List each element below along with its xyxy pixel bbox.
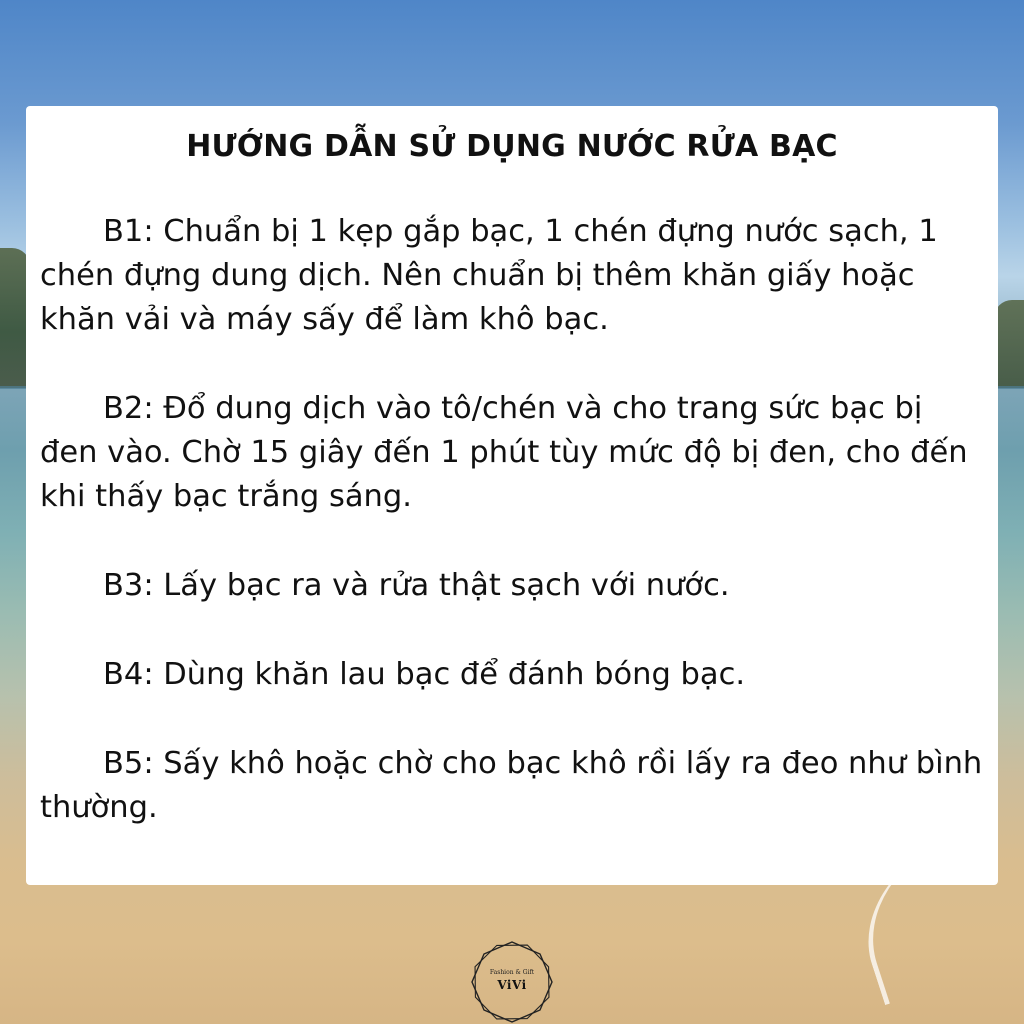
- logo-name: ViVi: [497, 978, 527, 992]
- logo-tagline: Fashion & Gift: [489, 969, 535, 976]
- instruction-card: [26, 106, 998, 885]
- vivi-logo: [470, 940, 554, 1024]
- step-5: B5: Sấy khô hoặc chờ cho bạc khô rồi lấy ra đeo như bình thường.: [40, 746, 983, 825]
- step-2: B2: Đổ dung dịch vào tô/chén và cho trang sức bạc bị đen vào. Chờ 15 giây đến 1 phút tùy mức độ bị đen, cho đến khi thấy bạc trắng sáng.: [40, 391, 968, 514]
- right-cliff: [994, 300, 1024, 388]
- steps-list: [40, 210, 984, 830]
- step-4: B4: Dùng khăn lau bạc để đánh bóng bạc.: [103, 657, 746, 692]
- page-title: HƯỚNG DẪN SỬ DỤNG NƯỚC RỬA BẠC: [186, 129, 838, 164]
- step-1: B1: Chuẩn bị 1 kẹp gắp bạc, 1 chén đựng nước sạch, 1 chén đựng dung dịch. Nên chuẩn bị thêm khăn giấy hoặc khăn vải và máy sấy để làm khô bạc.: [40, 214, 938, 337]
- step-3: B3: Lấy bạc ra và rửa thật sạch với nước.: [103, 568, 730, 603]
